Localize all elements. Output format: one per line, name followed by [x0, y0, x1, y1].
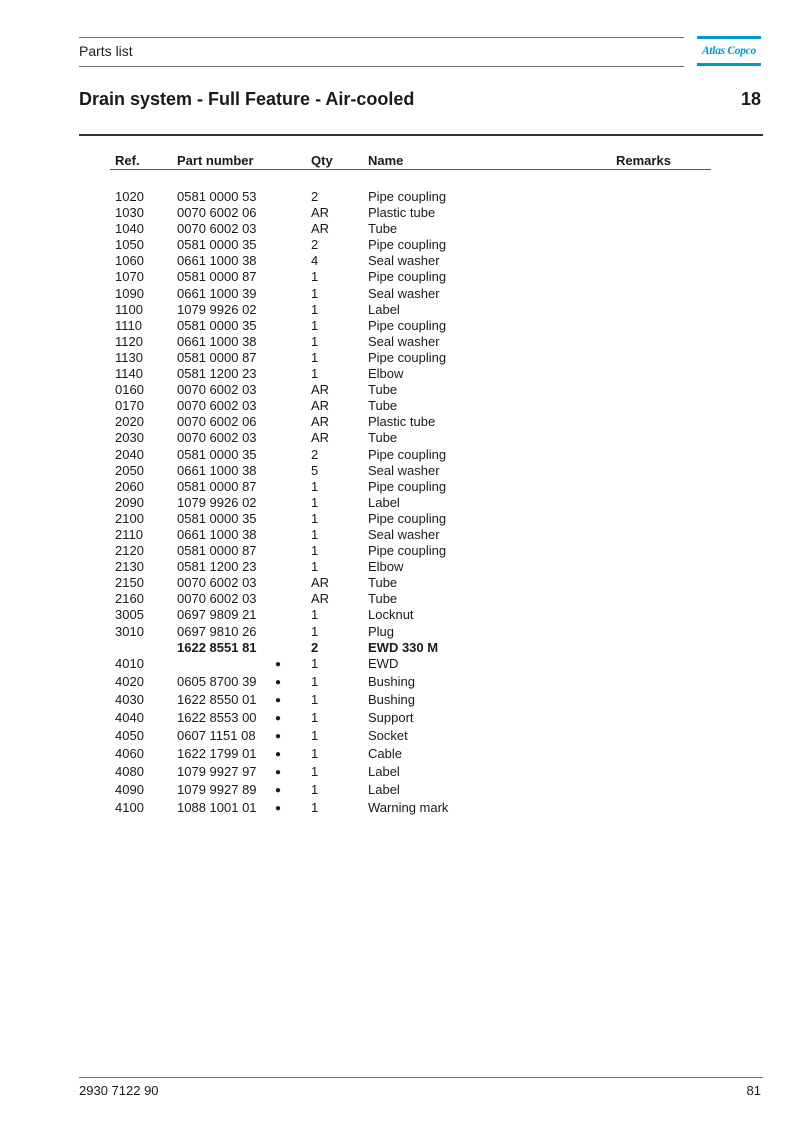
cell-qty: 1 — [311, 673, 319, 689]
cell-remarks — [616, 286, 711, 302]
title-rule — [79, 134, 763, 136]
cell-ref: 2110 — [115, 526, 143, 542]
bullet-marker — [273, 302, 311, 318]
bullet-marker — [273, 764, 311, 782]
cell-part-number: 0661 1000 38 — [177, 253, 257, 269]
table-row — [110, 366, 711, 382]
cell-part-number: 0697 9810 26 — [177, 623, 257, 639]
table-row — [110, 318, 711, 334]
cell-qty: AR — [311, 575, 330, 591]
cell-qty: 1 — [311, 728, 319, 744]
table-row — [110, 286, 711, 302]
table-row — [110, 447, 711, 463]
cell-name: Pipe coupling — [368, 269, 447, 285]
cell-remarks — [616, 624, 711, 640]
bullet-marker — [273, 350, 311, 366]
cell-part-number: 1079 9926 02 — [177, 301, 257, 317]
cell-remarks — [616, 591, 711, 607]
cell-qty: 1 — [311, 559, 319, 575]
bullet-icon: ● — [275, 785, 282, 797]
bullet-marker — [273, 674, 311, 692]
cell-remarks — [616, 527, 711, 543]
cell-name: Tube — [368, 430, 398, 446]
cell-part-number: 0581 0000 87 — [177, 478, 257, 494]
table-row — [110, 746, 711, 764]
table-row — [110, 253, 711, 269]
cell-part-number: 0070 6002 06 — [177, 205, 257, 221]
cell-part-number: 1079 9927 97 — [177, 764, 257, 780]
cell-ref: 4040 — [115, 710, 144, 725]
cell-name: EWD — [368, 655, 399, 671]
col-header-name: Name — [368, 152, 616, 170]
header-bottom-rule — [79, 66, 684, 67]
cell-name: Tube — [368, 221, 398, 237]
cell-part-number: 0070 6002 03 — [177, 398, 257, 414]
cell-name: Pipe coupling — [368, 317, 447, 333]
cell-name: Bushing — [368, 673, 415, 689]
cell-ref: 1130 — [115, 349, 143, 365]
parts-table-body — [110, 170, 711, 819]
cell-qty: 1 — [311, 301, 319, 317]
cell-qty: 2 — [311, 237, 319, 253]
cell-part-number: 0581 0000 87 — [177, 543, 257, 559]
bullet-marker — [273, 710, 311, 728]
cell-part-number: 0581 0000 35 — [177, 446, 257, 462]
cell-name: Plug — [368, 623, 395, 639]
cell-name: Tube — [368, 575, 398, 591]
cell-remarks — [616, 674, 711, 692]
table-row — [110, 334, 711, 350]
table-row — [110, 511, 711, 527]
cell-remarks — [616, 366, 711, 382]
cell-part-number: 0661 1000 38 — [177, 462, 257, 478]
table-row — [110, 559, 711, 575]
cell-ref: 2120 — [115, 543, 144, 559]
cell-remarks — [616, 302, 711, 318]
bullet-marker — [273, 189, 311, 205]
cell-ref: 4020 — [115, 673, 144, 689]
bullet-marker — [273, 782, 311, 800]
cell-ref: 3010 — [115, 623, 144, 639]
cell-ref: 1120 — [115, 333, 143, 349]
cell-part-number: 0607 1151 08 — [177, 728, 256, 744]
cell-remarks — [616, 269, 711, 285]
cell-name: EWD 330 M — [368, 639, 439, 655]
bullet-marker — [273, 575, 311, 591]
header-top-rule — [79, 37, 684, 38]
cell-ref: 2090 — [115, 494, 144, 510]
cell-name: Label — [368, 494, 400, 510]
cell-qty: 1 — [311, 366, 319, 382]
cell-name: Tube — [368, 591, 398, 607]
bullet-marker — [273, 269, 311, 285]
cell-part-number: 0581 0000 87 — [177, 269, 257, 285]
table-row — [110, 782, 711, 800]
cell-ref: 1090 — [115, 285, 144, 301]
cell-remarks — [616, 640, 711, 656]
cell-ref: 2150 — [115, 575, 144, 591]
cell-remarks — [616, 253, 711, 269]
bullet-marker — [273, 447, 311, 463]
cell-name: Pipe coupling — [368, 478, 447, 494]
cell-ref: 4010 — [115, 655, 144, 671]
cell-part-number: 1079 9926 02 — [177, 494, 257, 510]
table-row — [110, 800, 711, 818]
cell-qty: 1 — [311, 269, 319, 285]
cell-name: Pipe coupling — [368, 510, 447, 526]
bullet-icon: ● — [275, 676, 282, 688]
cell-qty: 1 — [311, 655, 319, 671]
cell-remarks — [616, 559, 711, 575]
col-header-qty: Qty — [311, 152, 368, 170]
bullet-icon: ● — [275, 694, 282, 706]
cell-qty: 1 — [311, 800, 319, 816]
table-row — [110, 607, 711, 623]
cell-remarks — [616, 495, 711, 511]
table-row — [110, 527, 711, 543]
cell-ref: 4080 — [115, 764, 144, 780]
cell-remarks — [616, 656, 711, 674]
cell-part-number: 1622 8551 81 — [177, 639, 257, 655]
logo-bottom-band — [697, 63, 761, 66]
parts-table — [110, 152, 711, 819]
cell-qty: 1 — [311, 333, 319, 349]
cell-ref: 1070 — [115, 269, 144, 285]
table-row — [110, 382, 711, 398]
cell-remarks — [616, 463, 711, 479]
table-row — [110, 624, 711, 640]
cell-remarks — [616, 728, 711, 746]
table-row — [110, 656, 711, 674]
bullet-marker — [273, 221, 311, 237]
bullet-marker — [273, 463, 311, 479]
cell-part-number: 0581 0000 87 — [177, 349, 257, 365]
table-row — [110, 710, 711, 728]
atlas-copco-logo — [697, 36, 761, 67]
cell-qty: 1 — [311, 691, 319, 707]
table-row — [110, 237, 711, 253]
cell-qty: 1 — [311, 285, 319, 301]
table-header-row — [110, 152, 711, 170]
cell-part-number: 0661 1000 38 — [177, 333, 257, 349]
page-number: 81 — [746, 1083, 761, 1098]
cell-name: Pipe coupling — [368, 349, 447, 365]
table-row — [110, 543, 711, 559]
cell-remarks — [616, 237, 711, 253]
cell-qty: 4 — [311, 253, 319, 269]
cell-ref: 0160 — [115, 382, 144, 398]
cell-qty: AR — [311, 398, 330, 414]
bullet-marker — [273, 543, 311, 559]
table-row — [110, 463, 711, 479]
table-row — [110, 575, 711, 591]
table-row — [110, 414, 711, 430]
bullet-marker — [273, 800, 311, 818]
cell-name: Socket — [368, 728, 408, 744]
cell-name: Label — [368, 764, 400, 780]
cell-qty: 2 — [311, 189, 319, 204]
bullet-marker — [273, 479, 311, 495]
cell-ref: 4030 — [115, 691, 144, 707]
cell-qty: 1 — [311, 349, 319, 365]
cell-qty: 1 — [311, 782, 319, 798]
bullet-marker — [273, 746, 311, 764]
cell-qty: 5 — [311, 462, 319, 478]
col-header-remarks: Remarks — [616, 152, 711, 170]
cell-qty: 1 — [311, 526, 319, 542]
page-title: Drain system - Full Feature - Air-cooled — [79, 89, 415, 109]
cell-ref: 1020 — [115, 189, 144, 204]
bullet-marker — [273, 205, 311, 221]
cell-remarks — [616, 398, 711, 414]
cell-remarks — [616, 782, 711, 800]
cell-name: Tube — [368, 382, 398, 398]
cell-name: Pipe coupling — [368, 543, 447, 559]
table-row — [110, 205, 711, 221]
cell-part-number: 1088 1001 01 — [177, 800, 257, 816]
cell-ref: 1060 — [115, 253, 144, 269]
cell-qty: 1 — [311, 746, 319, 762]
table-row — [110, 430, 711, 446]
cell-remarks — [616, 334, 711, 350]
cell-name: Cable — [368, 746, 402, 762]
cell-part-number: 1622 1799 01 — [177, 746, 257, 762]
cell-remarks — [616, 764, 711, 782]
cell-part-number — [177, 656, 273, 674]
bullet-marker — [273, 656, 311, 674]
cell-remarks — [616, 511, 711, 527]
cell-qty: 1 — [311, 764, 319, 780]
bullet-marker — [273, 286, 311, 302]
bullet-marker — [273, 318, 311, 334]
table-row — [110, 479, 711, 495]
cell-qty: 2 — [311, 446, 319, 462]
cell-qty: 1 — [311, 510, 319, 526]
col-header-marker — [273, 152, 311, 170]
cell-ref: 4050 — [115, 728, 144, 744]
cell-qty: AR — [311, 382, 330, 398]
cell-remarks — [616, 430, 711, 446]
cell-ref: 1110 — [115, 317, 142, 333]
cell-name: Seal washer — [368, 526, 440, 542]
table-spacer-row — [110, 170, 711, 190]
cell-qty: 1 — [311, 543, 319, 559]
cell-part-number: 0661 1000 38 — [177, 526, 257, 542]
table-row — [110, 692, 711, 710]
section-label: Parts list — [79, 43, 133, 59]
cell-name: Plastic tube — [368, 205, 436, 221]
cell-ref: 2040 — [115, 446, 144, 462]
bullet-marker — [273, 398, 311, 414]
bullet-marker — [273, 511, 311, 527]
cell-qty: 1 — [311, 317, 319, 333]
bullet-marker — [273, 382, 311, 398]
cell-name: Plastic tube — [368, 414, 436, 430]
cell-qty: 1 — [311, 623, 319, 639]
footer-rule — [79, 1077, 763, 1078]
table-row — [110, 350, 711, 366]
cell-name: Pipe coupling — [368, 446, 447, 462]
cell-ref: 2060 — [115, 478, 144, 494]
cell-ref: 2050 — [115, 462, 144, 478]
cell-ref — [110, 640, 177, 656]
logo-wordmark: Atlas Copco — [702, 45, 756, 57]
cell-part-number: 0070 6002 03 — [177, 575, 257, 591]
cell-part-number: 0070 6002 03 — [177, 591, 257, 607]
bullet-marker — [273, 527, 311, 543]
cell-ref: 2130 — [115, 559, 144, 575]
cell-qty: AR — [311, 430, 330, 446]
cell-part-number: 0661 1000 39 — [177, 285, 257, 301]
cell-remarks — [616, 607, 711, 623]
cell-part-number: 0581 1200 23 — [177, 366, 257, 382]
table-row — [110, 764, 711, 782]
bullet-marker — [273, 414, 311, 430]
bullet-marker — [273, 237, 311, 253]
bullet-marker — [273, 366, 311, 382]
cell-part-number: 0581 0000 35 — [177, 237, 257, 253]
cell-remarks — [616, 318, 711, 334]
bullet-marker — [273, 559, 311, 575]
cell-remarks — [616, 710, 711, 728]
table-row — [110, 674, 711, 692]
col-header-part-number: Part number — [177, 152, 273, 170]
cell-part-number: 0605 8700 39 — [177, 673, 257, 689]
table-row — [110, 398, 711, 414]
bullet-marker — [273, 591, 311, 607]
cell-remarks — [616, 414, 711, 430]
cell-remarks — [616, 746, 711, 764]
bullet-icon: ● — [275, 731, 282, 743]
table-row — [110, 269, 711, 285]
cell-qty: 1 — [311, 710, 319, 725]
cell-ref: 1140 — [115, 366, 143, 382]
cell-name: Warning mark — [368, 800, 449, 816]
bullet-icon: ● — [275, 767, 282, 779]
cell-name: Label — [368, 301, 400, 317]
cell-part-number: 0070 6002 03 — [177, 430, 257, 446]
cell-ref: 2160 — [115, 591, 144, 607]
table-row — [110, 728, 711, 746]
table-row — [110, 302, 711, 318]
cell-part-number: 1622 8550 01 — [177, 691, 257, 707]
bullet-marker — [273, 430, 311, 446]
cell-ref: 2020 — [115, 414, 144, 430]
table-row — [110, 495, 711, 511]
cell-qty: 1 — [311, 607, 319, 623]
cell-ref: 1030 — [115, 205, 144, 221]
cell-ref: 1100 — [115, 301, 143, 317]
table-row — [110, 221, 711, 237]
cell-remarks — [616, 692, 711, 710]
logo-top-band — [697, 36, 761, 39]
document-number: 2930 7122 90 — [79, 1083, 159, 1098]
cell-name: Label — [368, 782, 400, 798]
cell-part-number: 0070 6002 03 — [177, 382, 257, 398]
cell-ref: 2100 — [115, 510, 144, 526]
cell-name: Seal washer — [368, 253, 440, 269]
cell-name: Bushing — [368, 691, 415, 707]
cell-part-number: 0581 0000 53 — [177, 189, 257, 204]
cell-remarks — [616, 221, 711, 237]
cell-remarks — [616, 575, 711, 591]
cell-part-number: 0070 6002 06 — [177, 414, 257, 430]
cell-name: Elbow — [368, 366, 404, 382]
cell-remarks — [616, 382, 711, 398]
table-row — [110, 189, 711, 205]
col-header-ref: Ref. — [110, 152, 177, 170]
bullet-icon: ● — [275, 749, 282, 761]
bullet-marker — [273, 495, 311, 511]
cell-part-number: 1622 8553 00 — [177, 710, 257, 725]
cell-remarks — [616, 543, 711, 559]
bullet-marker — [273, 624, 311, 640]
table-row — [110, 640, 711, 656]
cell-name: Pipe coupling — [368, 189, 447, 204]
cell-ref: 4090 — [115, 782, 144, 798]
cell-ref: 0170 — [115, 398, 144, 414]
bullet-marker — [273, 692, 311, 710]
bullet-icon: ● — [275, 658, 282, 670]
cell-name: Seal washer — [368, 462, 440, 478]
chapter-number: 18 — [740, 89, 761, 109]
bullet-icon: ● — [275, 713, 282, 724]
cell-remarks — [616, 800, 711, 818]
cell-qty: AR — [311, 205, 330, 221]
cell-ref: 1050 — [115, 237, 144, 253]
cell-name: Pipe coupling — [368, 237, 447, 253]
cell-qty: 2 — [311, 639, 319, 655]
cell-part-number: 0070 6002 03 — [177, 221, 257, 237]
bullet-marker — [273, 640, 311, 656]
cell-qty: AR — [311, 591, 330, 607]
cell-remarks — [616, 205, 711, 221]
cell-qty: 1 — [311, 494, 319, 510]
cell-remarks — [616, 447, 711, 463]
cell-ref: 1040 — [115, 221, 144, 237]
cell-name: Seal washer — [368, 285, 440, 301]
bullet-marker — [273, 334, 311, 350]
cell-ref: 4100 — [115, 800, 144, 816]
cell-part-number: 0581 0000 35 — [177, 510, 257, 526]
cell-ref: 2030 — [115, 430, 144, 446]
cell-name: Seal washer — [368, 333, 440, 349]
table-row — [110, 591, 711, 607]
bullet-marker — [273, 607, 311, 623]
cell-part-number: 0581 0000 35 — [177, 317, 257, 333]
cell-ref: 4060 — [115, 746, 144, 762]
cell-name: Tube — [368, 398, 398, 414]
cell-qty: AR — [311, 414, 330, 430]
cell-name: Elbow — [368, 559, 404, 575]
bullet-marker — [273, 728, 311, 746]
cell-remarks — [616, 350, 711, 366]
cell-remarks — [616, 189, 711, 205]
cell-name: Support — [368, 710, 414, 725]
cell-part-number: 1079 9927 89 — [177, 782, 257, 798]
bullet-marker — [273, 253, 311, 269]
bullet-icon: ● — [275, 803, 282, 815]
cell-part-number: 0581 1200 23 — [177, 559, 257, 575]
cell-part-number: 0697 9809 21 — [177, 607, 257, 623]
cell-qty: 1 — [311, 478, 319, 494]
cell-ref: 3005 — [115, 607, 144, 623]
cell-remarks — [616, 479, 711, 495]
cell-qty: AR — [311, 221, 330, 237]
cell-name: Locknut — [368, 607, 414, 623]
